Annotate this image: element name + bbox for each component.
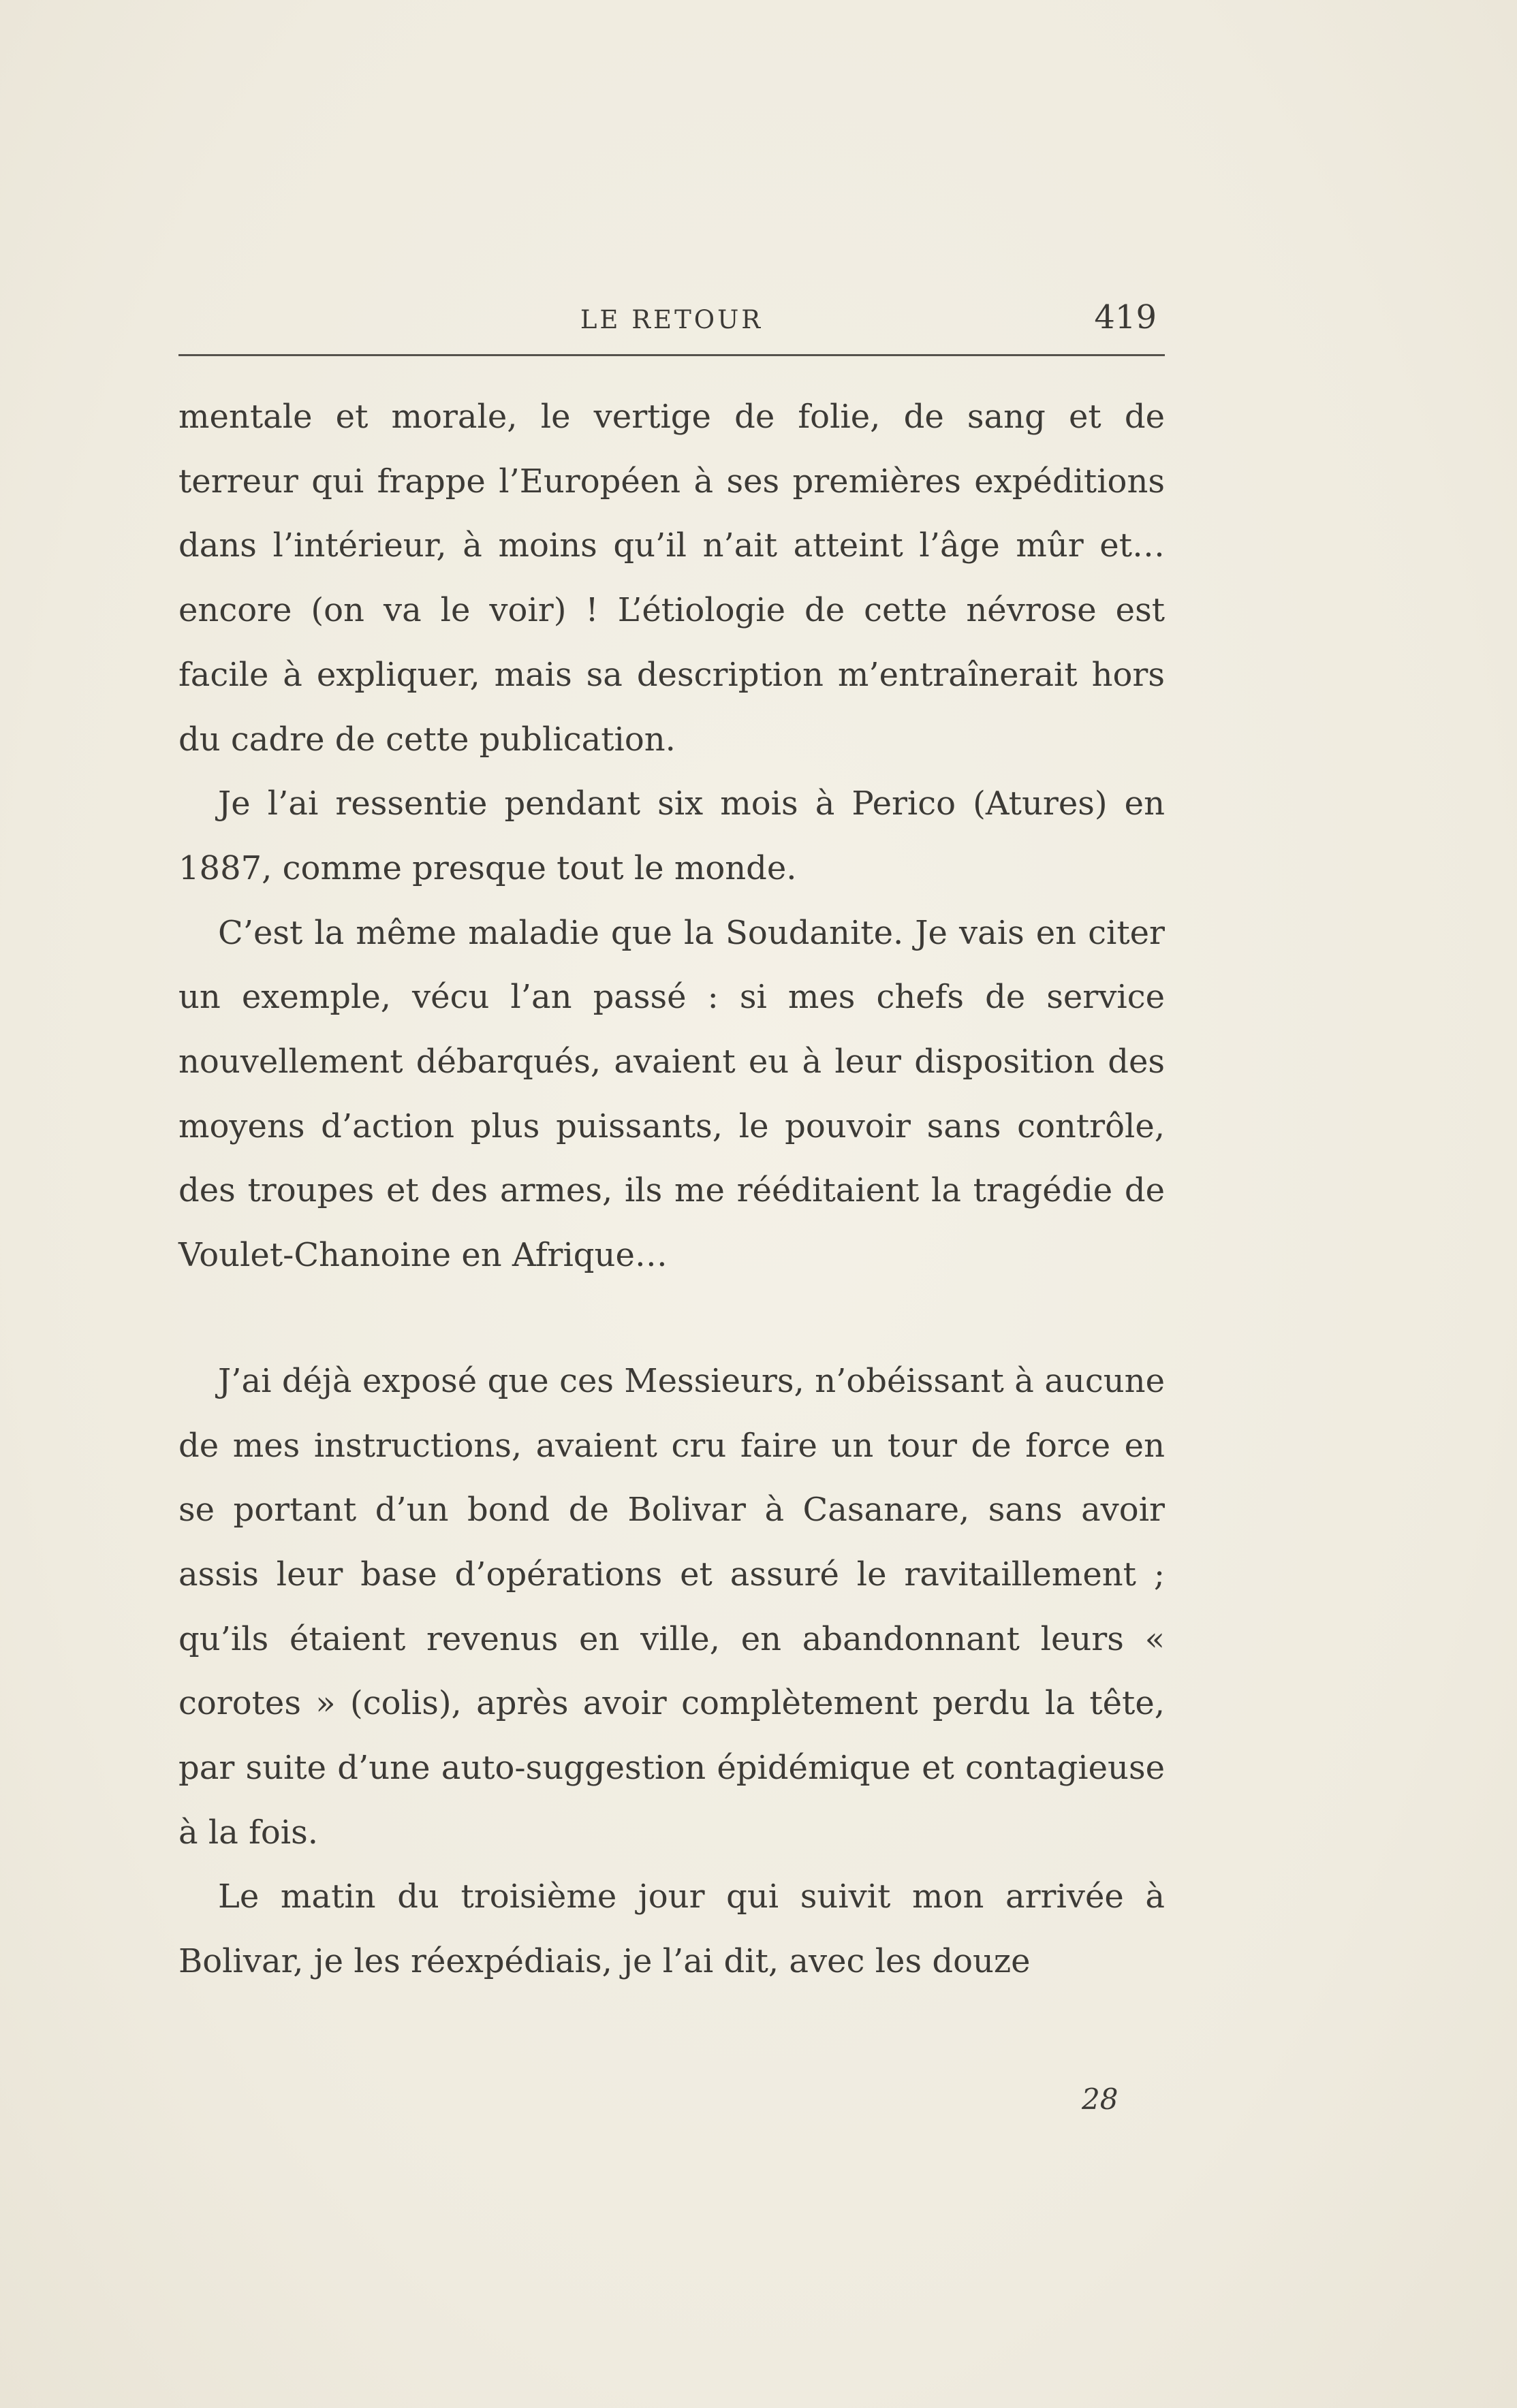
paragraph-continuation: mentale et morale, le vertige de folie, de sang et de terreur qui frappe l’Européen à ses premières expéditions dans l’intérieur, à moins qu’il n’ait atteint l’âge mûr et… encore (on va le voir) ! L’étiologie de cette névrose est facile à expliquer, mais sa description m’entraînerait hors du cadre de cette publication.: [178, 398, 1165, 759]
body-text: [178, 385, 1165, 1994]
running-title: LE RETOUR: [580, 305, 764, 334]
paragraph: Je l’ai ressentie pendant six mois à Perico (Atures) en 1887, comme presque tout le monde.: [178, 785, 1165, 887]
header-rule: [178, 354, 1165, 356]
paragraph: C’est la même maladie que la Soudanite. Je vais en citer un exemple, vécu l’an passé : si mes chefs de service nouvellement débarqués, avaient eu à leur disposition des moyens d’action plus puissants, le pouvoir sans contrôle, des troupes et des armes, ils me rééditaient la tragédie de Voulet-Chanoine en Afrique…: [178, 913, 1165, 1275]
paragraph: Le matin du troisième jour qui suivit mon arrivée à Bolivar, je les réexpédiais, je l’ai dit, avec les douze: [178, 1878, 1165, 1981]
paragraph: J’ai déjà exposé que ces Messieurs, n’obéissant à aucune de mes instructions, avaient cru faire un tour de force en se portant d’un bond de Bolivar à Casanare, sans avoir assis leur base d’opérations et assuré le ravitaillement ; qu’ils étaient revenus en ville, en abandonnant leurs « corotes » (colis), après avoir complètement perdu la tête, par suite d’une auto-suggestion épidémique et contagieuse à la fois.: [178, 1361, 1165, 1852]
page-number: 419: [1094, 298, 1157, 336]
page-header: [178, 298, 1165, 339]
printer-signature: 28: [1082, 2082, 1119, 2116]
